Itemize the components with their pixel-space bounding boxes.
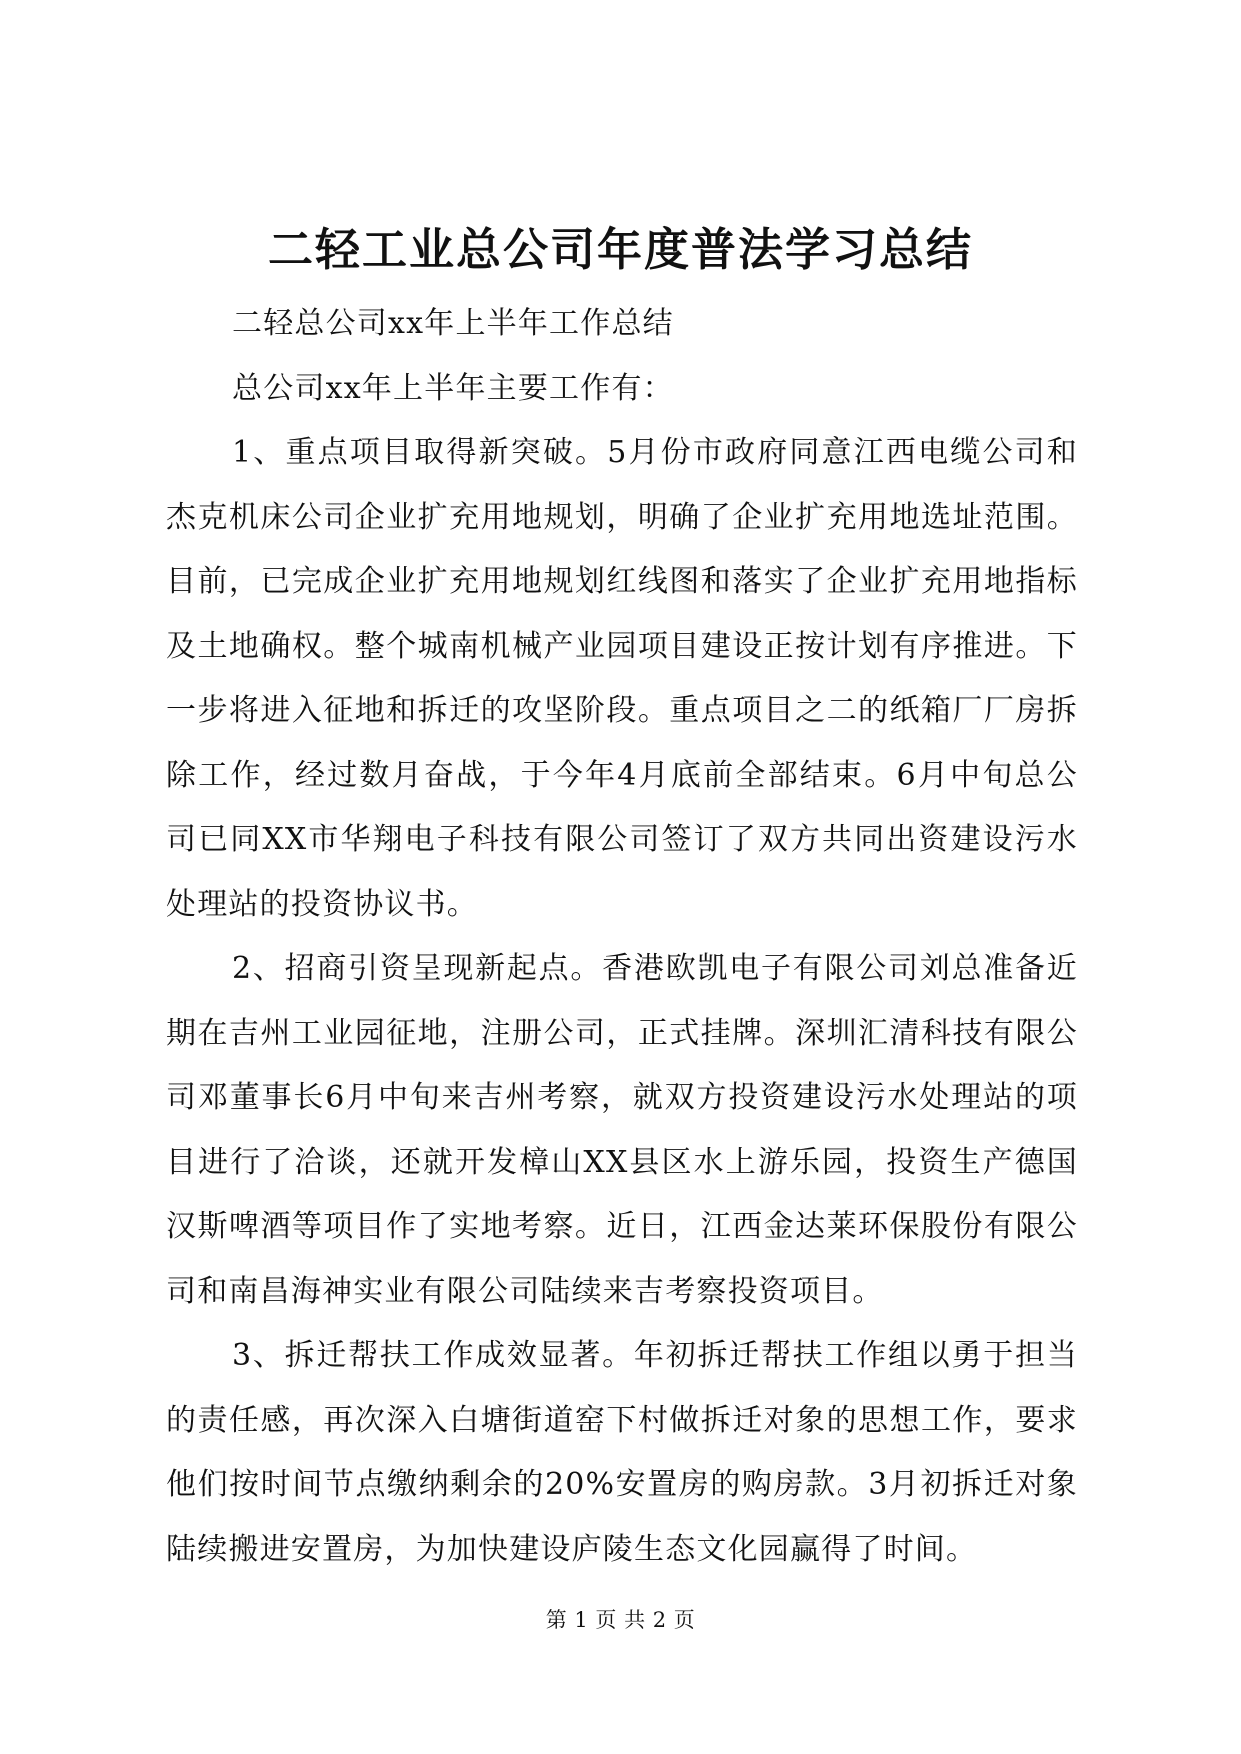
document-body [166,292,1078,1582]
page-number-footer: 第 1 页 共 2 页 [545,1608,696,1632]
subtitle-paragraph: 二轻总公司xx年上半年工作总结 [232,306,674,341]
body-paragraph-2: 2、招商引资呈现新起点。香港欧凯电子有限公司刘总准备近期在吉州工业园征地，注册公司，正式挂牌。深圳汇清科技有限公司邓董事长6月中旬来吉州考察，就双方投资建设污水处理站的项目进行了洽谈，还就开发樟山XX县区水上游乐园，投资生产德国汉斯啤酒等项目作了实地考察。近日，江西金达莱环保股份有限公司和南昌海神实业有限公司陆续来吉考察投资项目。 [166,951,1078,1309]
body-paragraph-1: 1、重点项目取得新突破。5月份市政府同意江西电缆公司和杰克机床公司企业扩充用地规划，明确了企业扩充用地选址范围。目前，已完成企业扩充用地规划红线图和落实了企业扩充用地指标及土地确权。整个城南机械产业园项目建设正按计划有序推进。下一步将进入征地和拆迁的攻坚阶段。重点项目之二的纸箱厂厂房拆除工作，经过数月奋战，于今年4月底前全部结束。6月中旬总公司已同XX市华翔电子科技有限公司签订了双方共同出资建设污水处理站的投资协议书。 [166,435,1078,922]
body-paragraph-3: 3、拆迁帮扶工作成效显著。年初拆迁帮扶工作组以勇于担当的责任感，再次深入白塘街道窑下村做拆迁对象的思想工作，要求他们按时间节点缴纳剩余的20%安置房的购房款。3月初拆迁对象陆续搬进安置房，为加快建设庐陵生态文化园赢得了时间。 [166,1338,1078,1567]
intro-paragraph: 总公司xx年上半年主要工作有： [232,370,674,406]
document-title: 二轻工业总公司年度普法学习总结 [267,223,973,276]
